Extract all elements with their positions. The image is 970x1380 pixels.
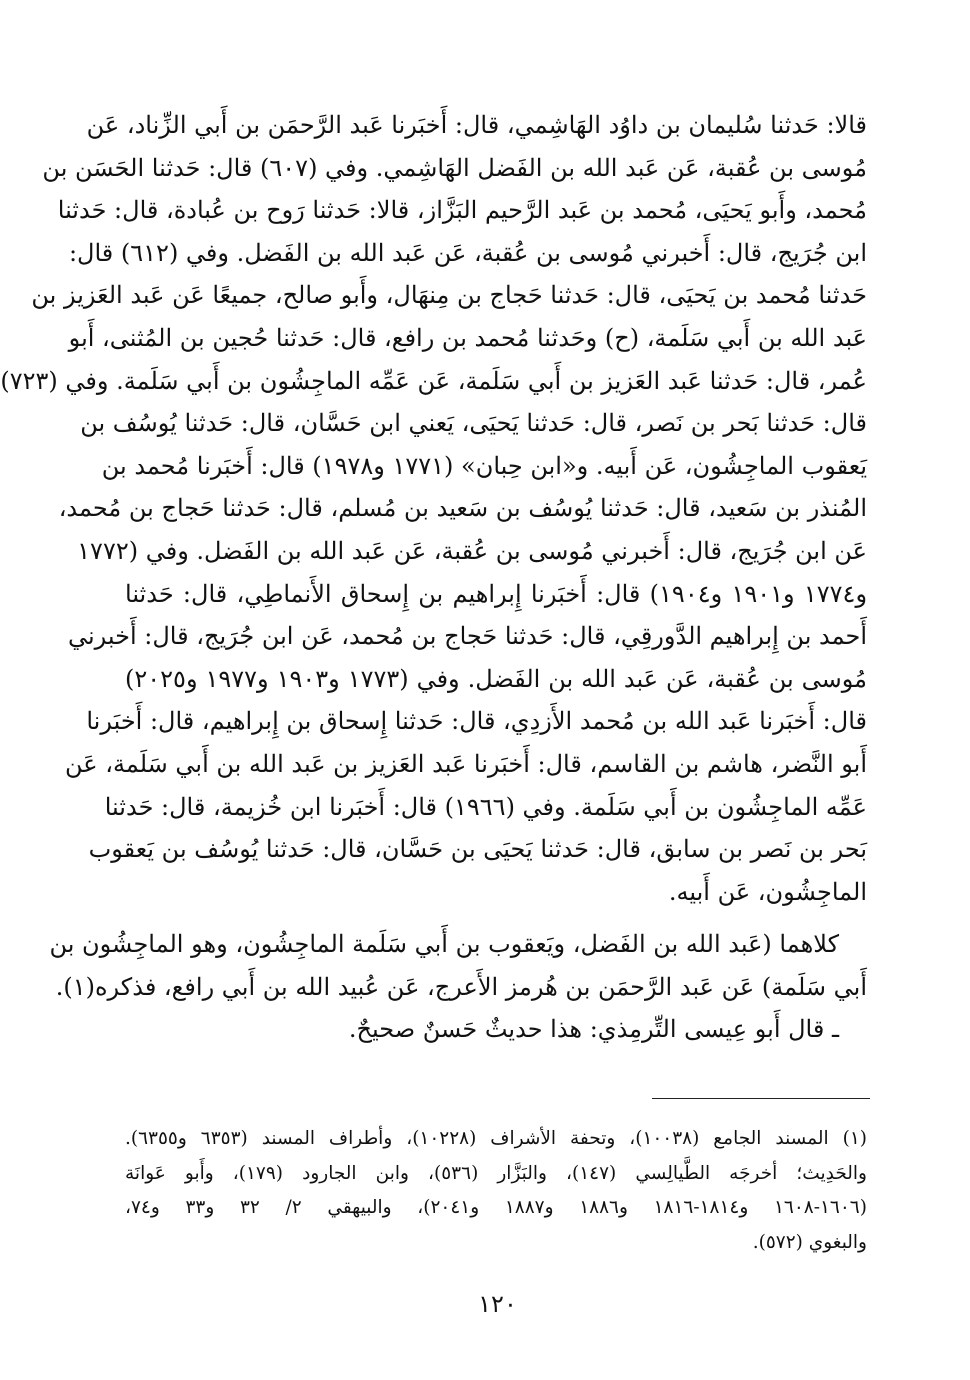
text-line: المُنذر بن سَعيد، قال: حَدثنا يُوسُف بن سَعيد بن مُسلم، قال: حَدثنا حَجاج بن مُحمد، (58, 494, 867, 523)
text-line: مُحمد، وأَبو يَحيَى، مُحمد بن عَبد الرَّحيم البَزَّاز، قالا: حَدثنا رَوح بن عُبادة، قال: حَدثنا (57, 196, 867, 225)
text-line: عَن ابن جُرَيج، قال: أَخبرني مُوسى بن عُقبة، عَن عَبد الله بن الفَضل. وفي (١٧٧٢ (77, 536, 867, 565)
page-number: ١٢٠ (478, 1290, 517, 1318)
text-line: أَحمد بن إِبراهيم الدَّورقِي، قال: حَدثنا حَجاج بن مُحمد، عَن ابن جُرَيج، قال: أَخبرني (67, 622, 867, 651)
paragraph-gap (125, 913, 867, 923)
footnote-line: (١٦٠٦-١٦٠٨ و١٨١٤-١٨١٦ و١٨٨٦ و١٨٨٧ و٢٠٤١)، والبيهقي ٢/ ٣٢ و٣٣ و٧٤، (125, 1197, 867, 1218)
footnote-divider (652, 1098, 870, 1099)
footnote-line: (١) المسند الجامع (١٠٠٣٨)، وتحفة الأشراف (١٠٢٢٨)، وأطراف المسند (٦٣٥٣ و٦٣٥٥). (125, 1128, 867, 1149)
tirmidhi-verdict: ـ قال أَبو عِيسى التِّرمِذي: هذا حديثٌ حَسنٌ صحيحٌ. (348, 1015, 839, 1044)
text-line: ابن جُرَيج، قال: أَخبرني مُوسى بن عُقبة، عَن عَبد الله بن الفَضل. وفي (٦١٢) قال: (68, 238, 867, 267)
text-line: أَبو النَّضر، هاشم بن القاسم، قال: أَخبَرنا عَبد العَزيز بن عَبد الله بن أَبي سَلَمة، عَن (65, 749, 867, 778)
footnote-line: والحَدِيث؛ أخرجَه الطَّيالِسي (١٤٧)، والبَزَّار (٥٣٦)، وابن الجارود (١٧٩)، وأَبو عَوانَة (125, 1162, 867, 1184)
closing-line: أَبي سَلَمة) عَن عَبد الرَّحمَن بن هُرمز الأَعرج، عَن عُبيد الله بن أَبي رافع، فذكره(١). (55, 972, 867, 1001)
text-line: الماجِشُون، عَن أَبيه. (668, 877, 867, 906)
text-line: عُمر، قال: حَدثنا عَبد العَزيز بن أَبي سَلَمة، عَن عَمِّه الماجِشُون بن أَبي سَلَمة. وفي (٧٢٣) (0, 366, 867, 395)
text-line: عَبد الله بن أَبي سَلَمة، (ح) وحَدثنا مُحمد بن رافع، قال: حَدثنا حُجين بن المُثنى، أَبو (68, 323, 867, 352)
footnotes (125, 1122, 867, 1260)
text-line: بَحر بن نَصر بن سابق، قال: حَدثنا يَحيَى بن حَسَّان، قال: حَدثنا يُوسُف بن يَعقوب (88, 835, 867, 864)
text-line: قال: حَدثنا بَحر بن نَصر، قال: حَدثنا يَحيَى، يَعني ابن حَسَّان، قال: حَدثنا يُوسُف بن (80, 409, 867, 438)
text-line: و١٧٧٤ و١٩٠١ و١٩٠٤) قال: أَخبَرنا إِبراهيم بن إِسحاق الأَنماطِي، قال: حَدثنا (125, 579, 868, 608)
footnote-line: والبغوي (٥٧٢). (752, 1231, 867, 1253)
text-line: عَمِّه الماجِشُون بن أَبي سَلَمة. وفي (١٩٦٦) قال: أَخبَرنا ابن خُزيمة، قال: حَدثنا (104, 792, 867, 821)
text-line: قالا: حَدثنا سُليمان بن داوُد الهَاشِمي، قال: أَخبَرنا عَبد الرَّحمَن بن أَبي الزِّناد، عَن (86, 111, 867, 139)
text-line: مُوسى بن عُقبة، عَن عَبد الله بن الفَضل الهَاشِمي. وفي (٦٠٧) قال: حَدثنا الحَسَن بن (42, 153, 867, 182)
text-line: قال: أَخبَرنا عَبد الله بن مُحمد الأَزدِي، قال: حَدثنا إِسحاق بن إِبراهيم، قال: أَخبَرنا (86, 707, 867, 736)
hadith-chain-text (0, 104, 868, 1051)
text-line: حَدثنا مُحمد بن يَحيَى، قال: حَدثنا حَجاج بن مِنهَال، وأَبو صالح، جميعًا عَن عَبد العَزيز بن (31, 281, 867, 310)
text-line: مُوسى بن عُقبة، عَن عَبد الله بن الفَضل. وفي (١٧٧٣ و١٩٠٣ و١٩٧٧ و٢٠٢٥) (125, 664, 868, 693)
text-line: يَعقوب الماجِشُون، عَن أَبيه. و«ابن حِبان» (١٧٧١ و١٩٧٨) قال: أَخبَرنا مُحمد بن (101, 451, 867, 480)
closing-line: كلاهما (عَبد الله بن الفَضل، ويَعقوب بن أَبي سَلَمة الماجِشُون، وهو الماجِشُون بن (49, 930, 839, 959)
